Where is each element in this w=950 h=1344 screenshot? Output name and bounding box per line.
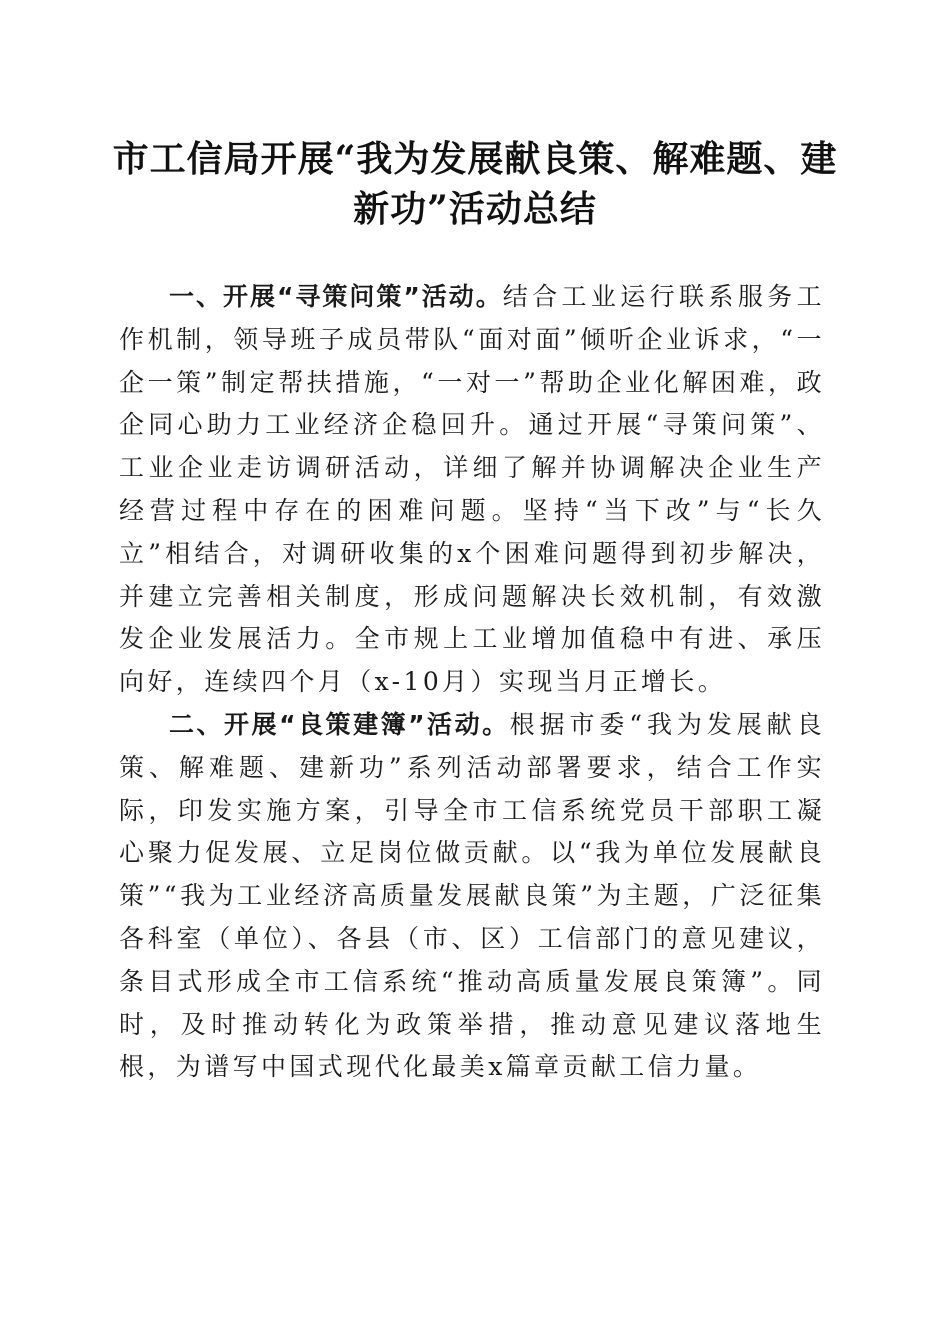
section-text-1: 结合工业运行联系服务工作机制，领导班子成员带队“面对面”倾听企业诉求，“一企一策”制定帮扶措施，“一对一”帮助企业化解困难，政企同心助力工业经济企稳回升。通过开展“寻策问策”、工业企业走访调研活动，详细了解并协调解决企业生产经营过程中存在的困难问题。坚持“当下改”与“长久立”相结合，对调研收集的x个困难问题得到初步解决，并建立完善相关制度，形成问题解决长效机制，有效激发企业发展活力。全市规上工业增加值稳中有进、承压向好，连续四个月（x-10月）实现当月正增长。	[119, 282, 825, 697]
document-body	[119, 276, 825, 1089]
document-title: 市工信局开展“我为发展献良策、解难题、建新功”活动总结	[112, 138, 838, 230]
section-heading-1: 一、开展“寻策问策”活动。	[169, 282, 503, 311]
section-heading-2: 二、开展“良策建簿”活动。	[169, 709, 510, 739]
section-paragraph-2	[119, 704, 825, 1089]
section-text-2: 根据市委“我为发展献良策、解难题、建新功”系列活动部署要求，结合工作实际，印发实施方案，引导全市工信系统党员干部职工凝心聚力促发展、立足岗位做贡献。以“我为单位发展献良策”“我为工业经济高质量发展献良策”为主题，广泛征集各科室（单位）、各县（市、区）工信部门的意见建议，条目式形成全市工信系统“推动高质量发展良策簿”。同时，及时推动转化为政策举措，推动意见建议落地生根，为谱写中国式现代化最美x篇章贡献工信力量。	[119, 709, 825, 1082]
section-paragraph-1	[119, 276, 825, 704]
